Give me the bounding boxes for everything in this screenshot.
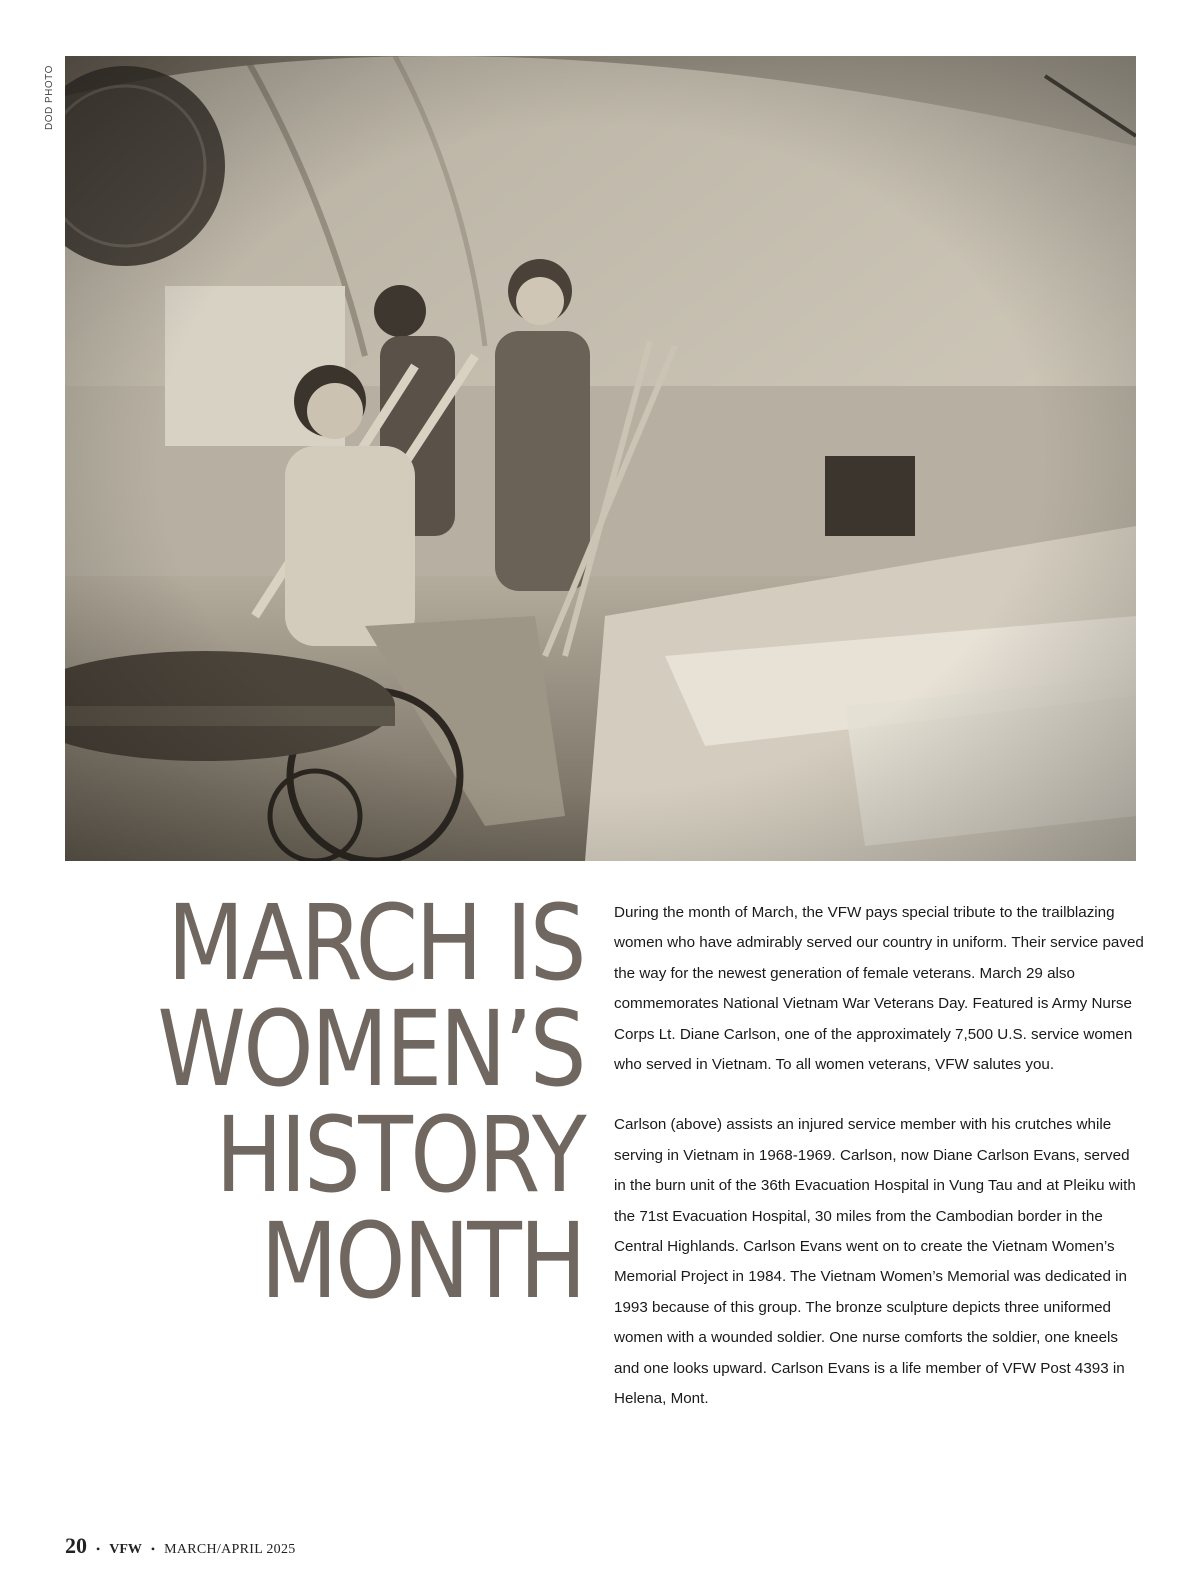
footer-separator: • xyxy=(96,1542,101,1556)
headline xyxy=(133,882,585,1322)
photo-credit: DOD PHOTO xyxy=(44,65,55,130)
hospital-ward-photo xyxy=(65,56,1136,861)
headline-line-4: MONTH xyxy=(260,1200,584,1322)
footer-separator: • xyxy=(150,1542,156,1556)
page-footer xyxy=(65,1533,296,1563)
headline-line-2: WOMEN’S xyxy=(157,988,584,1110)
page-number: 20 xyxy=(65,1533,87,1558)
body-paragraph-1: During the month of March, the VFW pays special tribute to the trailblazing women who have admirably served our country in uniform. Their service paved the way for the newest generation of female veterans. March 29 also commemorates National Vietnam War Veterans Day. Featured is Army Nurse Corps Lt. Diane Carlson, one of the approximately 7,500 U.S. service women who served in Vietnam. To all women veterans, VFW salutes you. xyxy=(614,904,1144,1074)
headline-line-3: HISTORY xyxy=(215,1094,584,1216)
magazine-name: VFW xyxy=(109,1542,142,1557)
photo-illustration xyxy=(65,56,1136,861)
issue-date: MARCH/APRIL 2025 xyxy=(164,1542,296,1557)
article-body xyxy=(614,898,1144,1415)
body-paragraph-2: Carlson (above) assists an injured service member with his crutches while serving in Vietnam in 1968-1969. Carlson, now Diane Carlson Evans, served in the burn unit of the 36th Evacuation Hospital in Vung Tau and at Pleiku with the 71st Evacuation Hospital, 30 miles from the Cambodian border in the Central Highlands. Carlson Evans went on to create the Vietnam Women’s Memorial Project in 1984. The Vietnam Women’s Memorial was dedicated in 1993 because of this group. The bronze sculpture depicts three uniformed women with a wounded soldier. One nurse comforts the soldier, one kneels and one looks upward. Carlson Evans is a life member of VFW Post 4393 in Helena, Mont. xyxy=(614,1116,1136,1408)
headline-line-1: MARCH IS xyxy=(167,882,585,1004)
